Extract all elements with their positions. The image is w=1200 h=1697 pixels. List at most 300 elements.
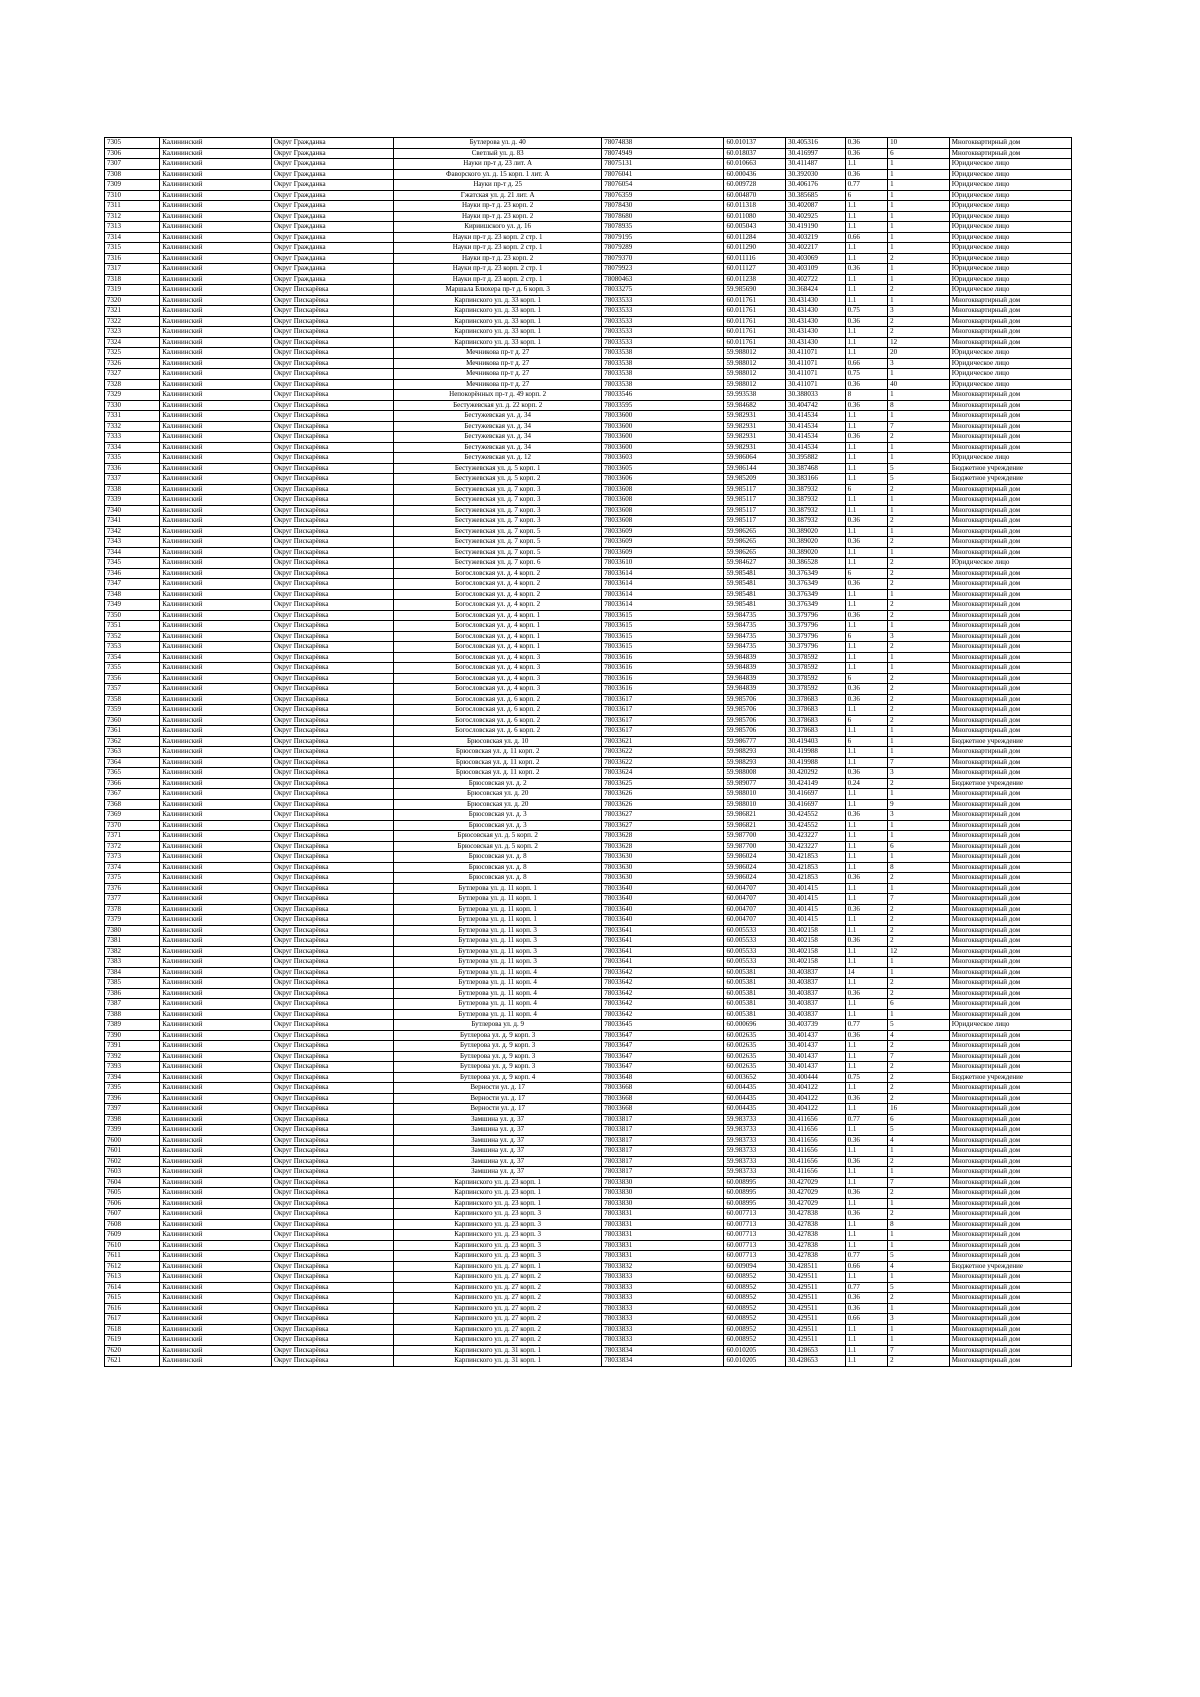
- object-code-cell: 78033600: [602, 442, 724, 453]
- table-row: [105, 967, 1072, 978]
- okrug-cell: Округ Пискарёвка: [271, 1177, 393, 1188]
- longitude-cell: 30.376349: [786, 589, 846, 600]
- count-cell: 1: [888, 967, 950, 978]
- table-row: [105, 190, 1072, 201]
- value-cell: 0.36: [845, 169, 888, 180]
- okrug-cell: Округ Пискарёвка: [271, 631, 393, 642]
- object-type-cell: Многоквартирный дом: [949, 337, 1071, 348]
- value-cell: 1.1: [845, 589, 888, 600]
- table-row: [105, 789, 1072, 800]
- object-type-cell: Многоквартирный дом: [949, 1314, 1071, 1325]
- object-code-cell: 78033538: [602, 379, 724, 390]
- district-cell: Калининский: [160, 831, 272, 842]
- row-number-cell: 7378: [105, 904, 160, 915]
- object-type-cell: Многоквартирный дом: [949, 295, 1071, 306]
- count-cell: 2: [888, 600, 950, 611]
- object-code-cell: 78033833: [602, 1314, 724, 1325]
- okrug-cell: Округ Пискарёвка: [271, 1314, 393, 1325]
- longitude-cell: 30.389020: [786, 547, 846, 558]
- district-cell: Калининский: [160, 1314, 272, 1325]
- object-code-cell: 78079923: [602, 264, 724, 275]
- okrug-cell: Округ Пискарёвка: [271, 1209, 393, 1220]
- latitude-cell: 60.000696: [724, 1020, 786, 1031]
- district-cell: Калининский: [160, 1167, 272, 1178]
- count-cell: 2: [888, 1083, 950, 1094]
- object-type-cell: Бюджетное учреждение: [949, 1072, 1071, 1083]
- longitude-cell: 30.429511: [786, 1324, 846, 1335]
- latitude-cell: 60.005381: [724, 967, 786, 978]
- latitude-cell: 59.985706: [724, 715, 786, 726]
- district-cell: Калининский: [160, 1188, 272, 1199]
- row-number-cell: 7367: [105, 789, 160, 800]
- district-cell: Калининский: [160, 379, 272, 390]
- okrug-cell: Округ Гражданка: [271, 274, 393, 285]
- count-cell: 4: [888, 1030, 950, 1041]
- okrug-cell: Округ Пискарёвка: [271, 820, 393, 831]
- object-type-cell: Юридическое лицо: [949, 159, 1071, 170]
- district-cell: Калининский: [160, 946, 272, 957]
- address-cell: Карпинского ул. д. 33 корп. 1: [394, 327, 602, 338]
- value-cell: 0.36: [845, 516, 888, 527]
- address-cell: Бутлерова ул. д. 9 корп. 3: [394, 1030, 602, 1041]
- table-row: [105, 295, 1072, 306]
- row-number-cell: 7354: [105, 652, 160, 663]
- table-row: [105, 715, 1072, 726]
- latitude-cell: 60.005533: [724, 946, 786, 957]
- object-code-cell: 78033275: [602, 285, 724, 296]
- district-cell: Калининский: [160, 180, 272, 191]
- value-cell: 0.36: [845, 684, 888, 695]
- address-cell: Бестужевская ул. д. 7 корп. 5: [394, 526, 602, 537]
- district-cell: Калининский: [160, 652, 272, 663]
- district-cell: Калининский: [160, 232, 272, 243]
- longitude-cell: 30.431430: [786, 327, 846, 338]
- object-type-cell: Многоквартирный дом: [949, 484, 1071, 495]
- okrug-cell: Округ Пискарёвка: [271, 358, 393, 369]
- latitude-cell: 60.008952: [724, 1314, 786, 1325]
- table-row: [105, 1345, 1072, 1356]
- object-type-cell: Многоквартирный дом: [949, 505, 1071, 516]
- object-code-cell: 78033605: [602, 463, 724, 474]
- table-row: [105, 1030, 1072, 1041]
- district-cell: Калининский: [160, 778, 272, 789]
- table-row: [105, 1062, 1072, 1073]
- latitude-cell: 59.983733: [724, 1156, 786, 1167]
- address-cell: Бестужевская ул. д. 34: [394, 442, 602, 453]
- row-number-cell: 7398: [105, 1114, 160, 1125]
- address-cell: Брюсовская ул. д. 8: [394, 862, 602, 873]
- latitude-cell: 60.002635: [724, 1041, 786, 1052]
- row-number-cell: 7319: [105, 285, 160, 296]
- row-number-cell: 7616: [105, 1303, 160, 1314]
- address-cell: Бутлерова ул. д. 11 корп. 1: [394, 883, 602, 894]
- district-cell: Калининский: [160, 736, 272, 747]
- row-number-cell: 7309: [105, 180, 160, 191]
- longitude-cell: 30.402158: [786, 925, 846, 936]
- district-cell: Калининский: [160, 967, 272, 978]
- okrug-cell: Округ Гражданка: [271, 190, 393, 201]
- value-cell: 1.1: [845, 1177, 888, 1188]
- address-cell: Замшина ул. д. 37: [394, 1135, 602, 1146]
- object-code-cell: 78033600: [602, 432, 724, 443]
- address-cell: Брюсовская ул. д. 8: [394, 852, 602, 863]
- district-cell: Калининский: [160, 1240, 272, 1251]
- row-number-cell: 7373: [105, 852, 160, 863]
- count-cell: 1: [888, 369, 950, 380]
- value-cell: 1.1: [845, 1104, 888, 1115]
- object-type-cell: Юридическое лицо: [949, 348, 1071, 359]
- row-number-cell: 7332: [105, 421, 160, 432]
- latitude-cell: 59.985481: [724, 579, 786, 590]
- district-cell: Калининский: [160, 768, 272, 779]
- object-code-cell: 78033624: [602, 768, 724, 779]
- count-cell: 8: [888, 400, 950, 411]
- address-cell: Бутлерова ул. д. 11 корп. 3: [394, 957, 602, 968]
- longitude-cell: 30.411656: [786, 1156, 846, 1167]
- value-cell: 6: [845, 484, 888, 495]
- object-type-cell: Многоквартирный дом: [949, 694, 1071, 705]
- latitude-cell: 60.000436: [724, 169, 786, 180]
- value-cell: 1.1: [845, 1041, 888, 1052]
- okrug-cell: Округ Пискарёвка: [271, 768, 393, 779]
- count-cell: 1: [888, 169, 950, 180]
- district-cell: Калининский: [160, 190, 272, 201]
- object-type-cell: Многоквартирный дом: [949, 316, 1071, 327]
- object-code-cell: 78033615: [602, 610, 724, 621]
- address-cell: Брюсовская ул. д. 3: [394, 810, 602, 821]
- value-cell: 1.1: [845, 253, 888, 264]
- object-type-cell: Юридическое лицо: [949, 264, 1071, 275]
- row-number-cell: 7607: [105, 1209, 160, 1220]
- object-type-cell: Многоквартирный дом: [949, 327, 1071, 338]
- value-cell: 1.1: [845, 841, 888, 852]
- longitude-cell: 30.411656: [786, 1114, 846, 1125]
- okrug-cell: Округ Пискарёвка: [271, 558, 393, 569]
- value-cell: 0.36: [845, 1188, 888, 1199]
- row-number-cell: 7615: [105, 1293, 160, 1304]
- value-cell: 6: [845, 568, 888, 579]
- object-type-cell: Юридическое лицо: [949, 1020, 1071, 1031]
- latitude-cell: 59.983733: [724, 1146, 786, 1157]
- value-cell: 0.36: [845, 1156, 888, 1167]
- district-cell: Калининский: [160, 1230, 272, 1241]
- address-cell: Науки пр-т д. 23 корп. 2 стр. 1: [394, 232, 602, 243]
- table-row: [105, 306, 1072, 317]
- okrug-cell: Округ Пискарёвка: [271, 1146, 393, 1157]
- object-code-cell: 78033626: [602, 789, 724, 800]
- address-cell: Бестужевская ул. д. 7 корп. 5: [394, 547, 602, 558]
- latitude-cell: 60.007713: [724, 1240, 786, 1251]
- object-type-cell: Юридическое лицо: [949, 379, 1071, 390]
- object-code-cell: 78033606: [602, 474, 724, 485]
- table-row: [105, 852, 1072, 863]
- row-number-cell: 7612: [105, 1261, 160, 1272]
- object-type-cell: Многоквартирный дом: [949, 516, 1071, 527]
- longitude-cell: 30.428511: [786, 1261, 846, 1272]
- table-row: [105, 358, 1072, 369]
- okrug-cell: Округ Пискарёвка: [271, 831, 393, 842]
- value-cell: 1.1: [845, 999, 888, 1010]
- table-row: [105, 547, 1072, 558]
- row-number-cell: 7333: [105, 432, 160, 443]
- latitude-cell: 60.004435: [724, 1104, 786, 1115]
- address-cell: Бутлерова ул. д. 11 корп. 3: [394, 936, 602, 947]
- row-number-cell: 7609: [105, 1230, 160, 1241]
- longitude-cell: 30.411656: [786, 1135, 846, 1146]
- longitude-cell: 30.387932: [786, 516, 846, 527]
- latitude-cell: 60.005381: [724, 978, 786, 989]
- address-cell: Карпинского ул. д. 23 корп. 1: [394, 1198, 602, 1209]
- row-number-cell: 7394: [105, 1072, 160, 1083]
- address-cell: Брюсовская ул. д. 2: [394, 778, 602, 789]
- object-type-cell: Многоквартирный дом: [949, 999, 1071, 1010]
- longitude-cell: 30.421853: [786, 852, 846, 863]
- object-code-cell: 78033668: [602, 1104, 724, 1115]
- okrug-cell: Округ Пискарёвка: [271, 285, 393, 296]
- table-row: [105, 253, 1072, 264]
- object-code-cell: 78033538: [602, 369, 724, 380]
- district-cell: Калининский: [160, 211, 272, 222]
- district-cell: Калининский: [160, 1072, 272, 1083]
- value-cell: 1.1: [845, 883, 888, 894]
- district-cell: Калининский: [160, 1104, 272, 1115]
- latitude-cell: 59.985209: [724, 474, 786, 485]
- district-cell: Калининский: [160, 579, 272, 590]
- address-cell: Бутлерова ул. д. 9 корп. 3: [394, 1062, 602, 1073]
- count-cell: 6: [888, 999, 950, 1010]
- row-number-cell: 7325: [105, 348, 160, 359]
- district-cell: Калининский: [160, 369, 272, 380]
- longitude-cell: 30.404122: [786, 1104, 846, 1115]
- address-cell: Бутлерова ул. д. 11 корп. 4: [394, 967, 602, 978]
- district-cell: Калининский: [160, 253, 272, 264]
- latitude-cell: 59.984839: [724, 673, 786, 684]
- value-cell: 1.1: [845, 1272, 888, 1283]
- object-code-cell: 78033615: [602, 631, 724, 642]
- value-cell: 1.1: [845, 201, 888, 212]
- longitude-cell: 30.416697: [786, 799, 846, 810]
- address-cell: Гжатская ул. д. 21 лит. А: [394, 190, 602, 201]
- latitude-cell: 60.011761: [724, 295, 786, 306]
- count-cell: 2: [888, 1188, 950, 1199]
- count-cell: 1: [888, 390, 950, 401]
- address-cell: Карпинского ул. д. 27 корп. 2: [394, 1314, 602, 1325]
- count-cell: 2: [888, 778, 950, 789]
- district-cell: Калининский: [160, 1062, 272, 1073]
- latitude-cell: 59.984735: [724, 642, 786, 653]
- longitude-cell: 30.427838: [786, 1219, 846, 1230]
- okrug-cell: Округ Пискарёвка: [271, 1072, 393, 1083]
- longitude-cell: 30.401437: [786, 1030, 846, 1041]
- table-row: [105, 159, 1072, 170]
- latitude-cell: 60.009094: [724, 1261, 786, 1272]
- value-cell: 1.1: [845, 946, 888, 957]
- table-row: [105, 1104, 1072, 1115]
- longitude-cell: 30.403837: [786, 999, 846, 1010]
- count-cell: 2: [888, 1041, 950, 1052]
- object-type-cell: Многоквартирный дом: [949, 957, 1071, 968]
- table-row: [105, 1219, 1072, 1230]
- value-cell: 0.36: [845, 988, 888, 999]
- address-cell: Богословская ул. д. 4 корп. 1: [394, 631, 602, 642]
- count-cell: 1: [888, 1272, 950, 1283]
- value-cell: 1.1: [845, 747, 888, 758]
- row-number-cell: 7310: [105, 190, 160, 201]
- okrug-cell: Округ Пискарёвка: [271, 442, 393, 453]
- object-code-cell: 78033817: [602, 1146, 724, 1157]
- object-code-cell: 78033617: [602, 694, 724, 705]
- value-cell: 0.36: [845, 537, 888, 548]
- longitude-cell: 30.385685: [786, 190, 846, 201]
- count-cell: 40: [888, 379, 950, 390]
- district-cell: Калининский: [160, 694, 272, 705]
- object-type-cell: Многоквартирный дом: [949, 306, 1071, 317]
- latitude-cell: 60.011238: [724, 274, 786, 285]
- object-code-cell: 78033833: [602, 1303, 724, 1314]
- object-type-cell: Многоквартирный дом: [949, 789, 1071, 800]
- district-cell: Калининский: [160, 925, 272, 936]
- object-code-cell: 78033616: [602, 684, 724, 695]
- row-number-cell: 7620: [105, 1345, 160, 1356]
- object-code-cell: 78033595: [602, 400, 724, 411]
- object-code-cell: 78033642: [602, 999, 724, 1010]
- longitude-cell: 30.403837: [786, 967, 846, 978]
- district-cell: Калининский: [160, 1051, 272, 1062]
- count-cell: 20: [888, 348, 950, 359]
- row-number-cell: 7327: [105, 369, 160, 380]
- district-cell: Калининский: [160, 274, 272, 285]
- latitude-cell: 59.984839: [724, 684, 786, 695]
- okrug-cell: Округ Пискарёвка: [271, 642, 393, 653]
- value-cell: 1.1: [845, 621, 888, 632]
- object-type-cell: Многоквартирный дом: [949, 904, 1071, 915]
- okrug-cell: Округ Пискарёвка: [271, 526, 393, 537]
- value-cell: 0.36: [845, 1209, 888, 1220]
- value-cell: 0.36: [845, 1135, 888, 1146]
- longitude-cell: 30.411071: [786, 348, 846, 359]
- object-type-cell: Многоквартирный дом: [949, 400, 1071, 411]
- latitude-cell: 60.011116: [724, 253, 786, 264]
- okrug-cell: Округ Пискарёвка: [271, 1272, 393, 1283]
- latitude-cell: 59.985706: [724, 726, 786, 737]
- address-cell: Брюсовская ул. д. 10: [394, 736, 602, 747]
- object-type-cell: Многоквартирный дом: [949, 1282, 1071, 1293]
- row-number-cell: 7326: [105, 358, 160, 369]
- object-code-cell: 78033833: [602, 1293, 724, 1304]
- count-cell: 2: [888, 537, 950, 548]
- object-type-cell: Многоквартирный дом: [949, 705, 1071, 716]
- object-code-cell: 78033817: [602, 1114, 724, 1125]
- count-cell: 2: [888, 705, 950, 716]
- address-cell: Карпинского ул. д. 23 корп. 3: [394, 1219, 602, 1230]
- object-code-cell: 78033617: [602, 726, 724, 737]
- district-cell: Калининский: [160, 705, 272, 716]
- latitude-cell: 59.983733: [724, 1167, 786, 1178]
- okrug-cell: Округ Пискарёвка: [271, 348, 393, 359]
- latitude-cell: 60.004707: [724, 904, 786, 915]
- object-type-cell: Многоквартирный дом: [949, 894, 1071, 905]
- longitude-cell: 30.376349: [786, 579, 846, 590]
- count-cell: 6: [888, 1114, 950, 1125]
- value-cell: 1.1: [845, 1356, 888, 1367]
- count-cell: 1: [888, 883, 950, 894]
- okrug-cell: Округ Пискарёвка: [271, 652, 393, 663]
- longitude-cell: 30.386528: [786, 558, 846, 569]
- table-row: [105, 705, 1072, 716]
- count-cell: 2: [888, 610, 950, 621]
- table-row: [105, 978, 1072, 989]
- table-row: [105, 642, 1072, 653]
- object-type-cell: Многоквартирный дом: [949, 831, 1071, 842]
- latitude-cell: 60.008995: [724, 1188, 786, 1199]
- object-type-cell: Многоквартирный дом: [949, 1345, 1071, 1356]
- district-cell: Калининский: [160, 789, 272, 800]
- address-cell: Карпинского ул. д. 33 корп. 1: [394, 306, 602, 317]
- row-number-cell: 7366: [105, 778, 160, 789]
- longitude-cell: 30.379796: [786, 642, 846, 653]
- address-cell: Науки пр-т д. 23 корп. 2: [394, 201, 602, 212]
- row-number-cell: 7611: [105, 1251, 160, 1262]
- row-number-cell: 7345: [105, 558, 160, 569]
- row-number-cell: 7380: [105, 925, 160, 936]
- latitude-cell: 60.008995: [724, 1177, 786, 1188]
- value-cell: 0.36: [845, 873, 888, 884]
- count-cell: 1: [888, 201, 950, 212]
- longitude-cell: 30.401415: [786, 904, 846, 915]
- value-cell: 1.1: [845, 274, 888, 285]
- object-code-cell: 78033833: [602, 1335, 724, 1346]
- row-number-cell: 7350: [105, 610, 160, 621]
- longitude-cell: 30.402087: [786, 201, 846, 212]
- longitude-cell: 30.402158: [786, 946, 846, 957]
- object-code-cell: 78033831: [602, 1230, 724, 1241]
- object-type-cell: Многоквартирный дом: [949, 442, 1071, 453]
- count-cell: 8: [888, 862, 950, 873]
- value-cell: 1.1: [845, 789, 888, 800]
- longitude-cell: 30.431430: [786, 316, 846, 327]
- table-row: [105, 421, 1072, 432]
- address-cell: Богословская ул. д. 4 корп. 1: [394, 610, 602, 621]
- latitude-cell: 60.008952: [724, 1303, 786, 1314]
- object-code-cell: 78033614: [602, 579, 724, 590]
- address-cell: Бутлерова ул. д. 11 корп. 4: [394, 978, 602, 989]
- count-cell: 7: [888, 421, 950, 432]
- okrug-cell: Округ Пискарёвка: [271, 663, 393, 674]
- okrug-cell: Округ Гражданка: [271, 264, 393, 275]
- object-code-cell: 78033628: [602, 831, 724, 842]
- table-row: [105, 1282, 1072, 1293]
- row-number-cell: 7396: [105, 1093, 160, 1104]
- row-number-cell: 7360: [105, 715, 160, 726]
- count-cell: 2: [888, 936, 950, 947]
- okrug-cell: Округ Пискарёвка: [271, 495, 393, 506]
- district-cell: Калининский: [160, 726, 272, 737]
- row-number-cell: 7606: [105, 1198, 160, 1209]
- table-row: [105, 201, 1072, 212]
- object-type-cell: Многоквартирный дом: [949, 799, 1071, 810]
- latitude-cell: 59.985117: [724, 516, 786, 527]
- longitude-cell: 30.378683: [786, 726, 846, 737]
- object-type-cell: Многоквартирный дом: [949, 537, 1071, 548]
- value-cell: 1.1: [845, 978, 888, 989]
- value-cell: 1.1: [845, 1146, 888, 1157]
- table-row: [105, 264, 1072, 275]
- value-cell: 6: [845, 631, 888, 642]
- okrug-cell: Округ Пискарёвка: [271, 1135, 393, 1146]
- count-cell: 10: [888, 138, 950, 149]
- count-cell: 4: [888, 1261, 950, 1272]
- count-cell: 1: [888, 526, 950, 537]
